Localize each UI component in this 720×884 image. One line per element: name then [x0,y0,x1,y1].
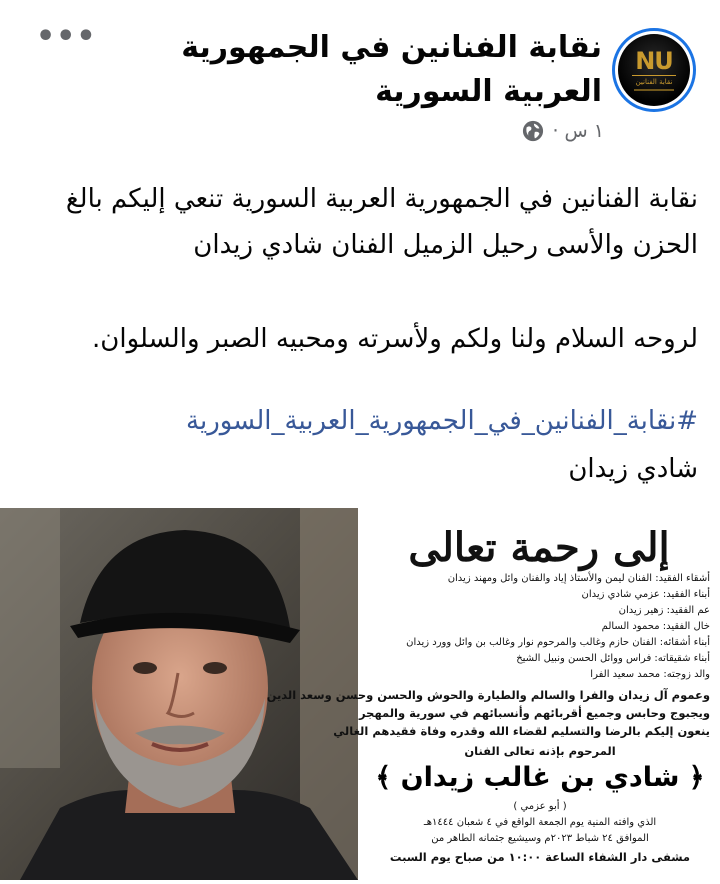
post-paragraph-3: شادي زيدان [568,454,698,484]
notice-deceased-name: ﴿ شادي بن غالب زيدان ﴾ [375,762,705,793]
hashtag-link[interactable]: #نقابة_الفنانين_في_الجمهورية_العربية_السورية [186,406,698,436]
notice-line: عم الفقيد: زهير زيدان [618,605,710,616]
post-paragraph-1: نقابة الفنانين في الجمهورية العربية السورية تنعي إليكم بالغ الحزن والأسى رحيل الزميل الفنان شادي زيدان [65,184,698,260]
notice-family-line: ينعون إليكم بالرضا والتسليم لقضاء الله وقدره وفاة فقيدهم الغالي [333,724,710,738]
notice-line: أشقاء الفقيد: الفنان ليمن والأستاذ إياد والفنان وائل ومهند زيدان [447,573,710,584]
notice-detail: مشفى دار الشفاء الساعة ١٠:٠٠ من صباح يوم السبت [389,850,691,864]
notice-family-line: ويجبوج وحابس وجميع أقربائهم وأنسبائهم في سورية والمهجر [359,706,710,720]
notice-line: أبناء أشقائه: الفنان حازم وغالب والمرحوم نوار وغالب بن وائل وورد زيدان [406,637,710,648]
notice-deceased-label: المرحوم بإذنه تعالى الفنان [464,744,616,758]
page-name-link[interactable]: نقابة الفنانين في الجمهورية العربية السورية [181,30,602,109]
globe-icon[interactable] [522,120,544,142]
syndicate-logo [618,34,690,106]
notice-line: أبناء الفقيد: عزمي شادي زيدان [581,589,710,600]
notice-detail: الموافق ٢٤ شباط ٢٠٢٣م وسيشيع جثمانه الطاهر من [431,833,649,844]
post-meta [522,120,604,142]
post-time-link[interactable]: ١ س · [552,120,604,142]
logo-text: نقابة الفنانين [635,78,673,86]
logo-underline [634,89,674,91]
more-options-icon[interactable]: ••• [36,19,97,54]
logo-mark: NU [635,47,673,75]
post-paragraph-2: لروحه السلام ولنا ولكم ولأسرته ومحبيه الصبر والسلوان. [91,324,698,354]
notice-line: والد زوجته: محمد سعيد الفرا [590,669,710,680]
notice-title: إلى رحمة تعالى [408,524,670,571]
notice-line: خال الفقيد: محمود السالم [601,621,710,632]
notice-family-line: وعموم آل زيدان والفرا والسالم والطيارة والحوش والحسن وحسن وسعد الدين [266,688,710,702]
notice-detail: الذي وافته المنية يوم الجمعة الواقع في ٤ شعبان ١٤٤٤هـ [423,817,657,828]
obituary-notice-image[interactable] [266,508,720,880]
notice-nickname: ( أبو عزمي ) [513,801,567,812]
logo-divider [632,75,676,76]
page-avatar[interactable] [612,28,696,112]
notice-line: أبناء شقيقاته: فراس ووائل الحسن ونبيل الشيخ [516,653,710,664]
